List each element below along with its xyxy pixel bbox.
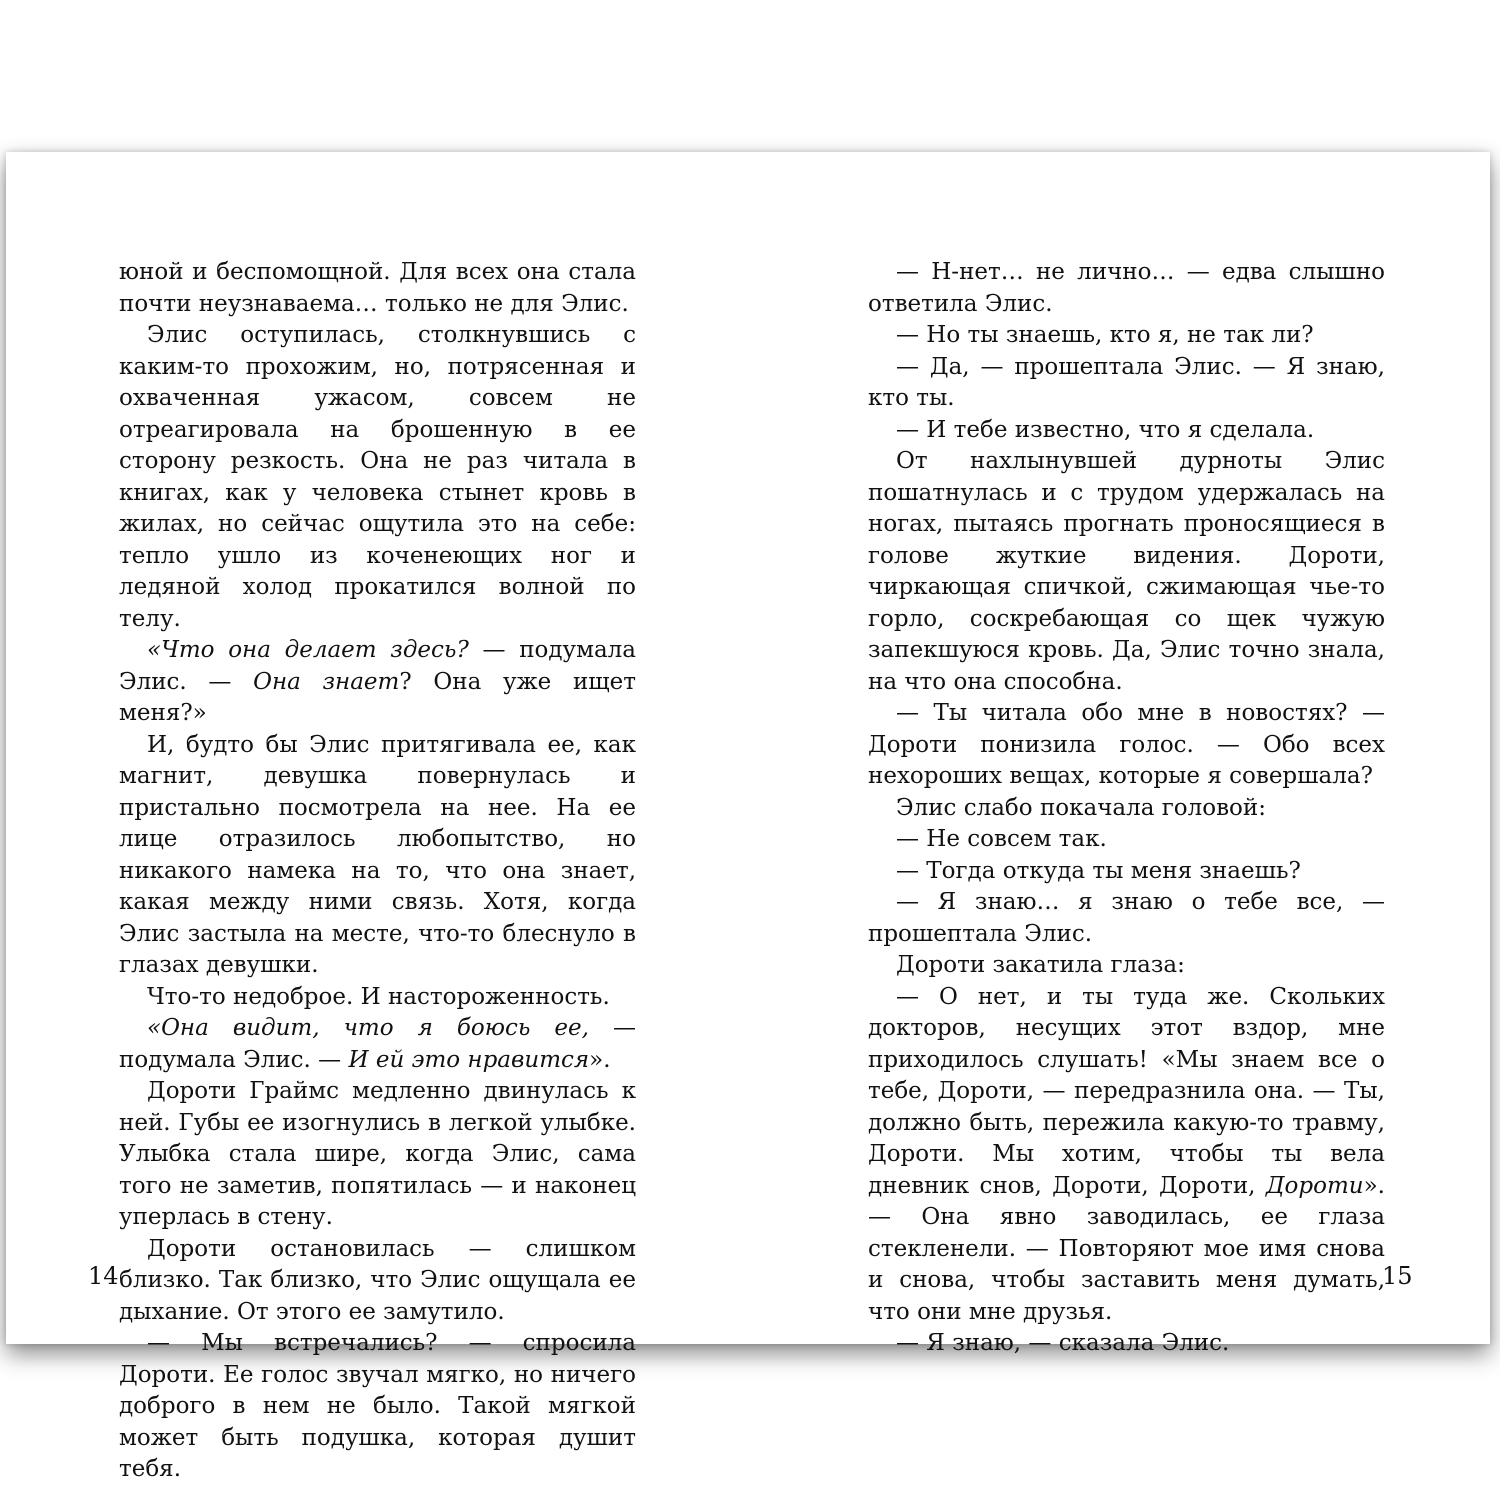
- text-run: — Да, — прошептала Элис. — Я знаю, кто ты.: [868, 353, 1385, 411]
- paragraph: [868, 1328, 1385, 1360]
- paragraph: [119, 1076, 636, 1234]
- text-run: — Не совсем так.: [896, 826, 1107, 852]
- italic-text-run: Она знает: [253, 668, 400, 695]
- text-run: Элис слабо покачала головой:: [896, 794, 1266, 821]
- paragraph: [868, 352, 1385, 415]
- text-run: Дороти остановилась — слишком близко. Так близко, что Элис ощущала ее дыхание. От этого ее замутило.: [119, 1235, 636, 1325]
- text-run: — О нет, и ты туда же. Скольких докторов, несущих этот вздор, мне приходилось слушать! «Мы знаем все о тебе, Дороти, — передразнила она. — Ты, должно быть, пережила какую-то травму, Дороти. Мы хотим, чтобы ты вела дневник снов, Дороти, Дороти,: [868, 983, 1385, 1199]
- text-run: — Я знаю, — сказала Элис.: [896, 1330, 1230, 1356]
- paragraph: [868, 793, 1385, 825]
- paragraph: [868, 446, 1385, 698]
- left-page-text: [119, 257, 636, 1486]
- paragraph: [868, 887, 1385, 950]
- right-page-text: [868, 257, 1385, 1360]
- paragraph: [119, 730, 636, 982]
- paragraph: [119, 1328, 636, 1486]
- text-run: — подумала Элис. —: [119, 1015, 636, 1073]
- text-run: — Тогда откуда ты меня знаешь?: [896, 857, 1301, 884]
- text-run: — подумала Элис. —: [119, 637, 636, 695]
- text-run: ».: [589, 1046, 611, 1073]
- paragraph: [119, 257, 636, 320]
- paragraph: [868, 320, 1385, 352]
- paragraph: [119, 1013, 636, 1076]
- text-run: — Н-нет… не лично… — едва слышно ответила Элис.: [868, 259, 1385, 317]
- text-run: От нахлынувшей дурноты Элис пошатнулась и с трудом удержалась на ногах, пытаясь прогнать проносящиеся в голове жуткие видения. Дороти, чиркающая спичкой, сжимающая чье-то горло, соскребающая со щек чужую запекшуюся кровь. Да, Элис точно знала, на что она способна.: [868, 448, 1385, 695]
- paragraph: [868, 257, 1385, 320]
- text-run: — И тебе известно, что я сделала.: [896, 416, 1315, 443]
- paragraph: [119, 635, 636, 730]
- text-run: юной и беспомощной. Для всех она стала почти неузнаваема… только не для Элис.: [119, 259, 636, 317]
- italic-text-run: И ей это нравится: [348, 1046, 590, 1073]
- text-run: Дороти закатила глаза:: [896, 952, 1185, 978]
- text-run: Дороти Граймс медленно двинулась к ней. Губы ее изогнулись в легкой улыбке. Улыбка стала шире, когда Элис, сама того не заметив, попятилась — и наконец уперлась в стену.: [119, 1078, 636, 1230]
- book-spread: [6, 152, 1490, 1482]
- italic-text-run: «Она видит, что я боюсь ее,: [147, 1015, 589, 1041]
- text-run: Что-то недоброе. И настороженность.: [147, 983, 610, 1010]
- italic-text-run: Дороти: [1265, 1172, 1364, 1199]
- text-run: — Я знаю… я знаю о тебе все, — прошептала Элис.: [868, 889, 1385, 947]
- paragraph: [868, 698, 1385, 793]
- paragraph: [868, 982, 1385, 1329]
- paragraph: [868, 856, 1385, 888]
- text-run: — Ты читала обо мне в новостях? — Дороти понизила голос. — Обо всех нехороших вещах, которые я совершала?: [868, 700, 1385, 789]
- text-run: Элис оступилась, столкнувшись с каким-то прохожим, но, потрясенная и охваченная ужасом, совсем не отреагировала на брошенную в ее сторону резкость. Она не раз читала в книгах, как у человека стынет кровь в жилах, но сейчас ощутила это на себе: тепло ушло из коченеющих ног и ледяной холод прокатился волной по телу.: [119, 322, 636, 632]
- text-run: ? Она уже ищет меня?»: [119, 668, 637, 726]
- paragraph: [868, 950, 1385, 982]
- paragraph: [119, 982, 636, 1014]
- paragraph: [868, 415, 1385, 447]
- italic-text-run: «Что она делает здесь?: [147, 637, 469, 663]
- text-run: И, будто бы Элис притягивала ее, как магнит, девушка повернулась и пристально посмотрела на нее. На ее лице отразилось любопытство, но никакого намека на то, что она знает, какая между ними связь. Хотя, когда Элис застыла на месте, что-то блеснуло в глазах девушки.: [119, 731, 636, 978]
- left-page-number: 14: [88, 1262, 119, 1290]
- text-run: — Мы встречались? — спросила Дороти. Ее голос звучал мягко, но ничего доброго в нем не было. Такой мягкой может быть подушка, которая душит тебя.: [119, 1330, 636, 1482]
- paragraph: [868, 824, 1385, 856]
- text-run: — Но ты знаешь, кто я, не так ли?: [896, 322, 1314, 348]
- right-page-number: 15: [1382, 1262, 1413, 1290]
- paragraph: [119, 320, 636, 635]
- paragraph: [119, 1234, 636, 1329]
- text-run: ». — Она явно заводилась, ее глаза стекленели. — Повторяют мое имя снова и снова, чтобы заставить меня думать, что они мне друзья.: [868, 1172, 1385, 1325]
